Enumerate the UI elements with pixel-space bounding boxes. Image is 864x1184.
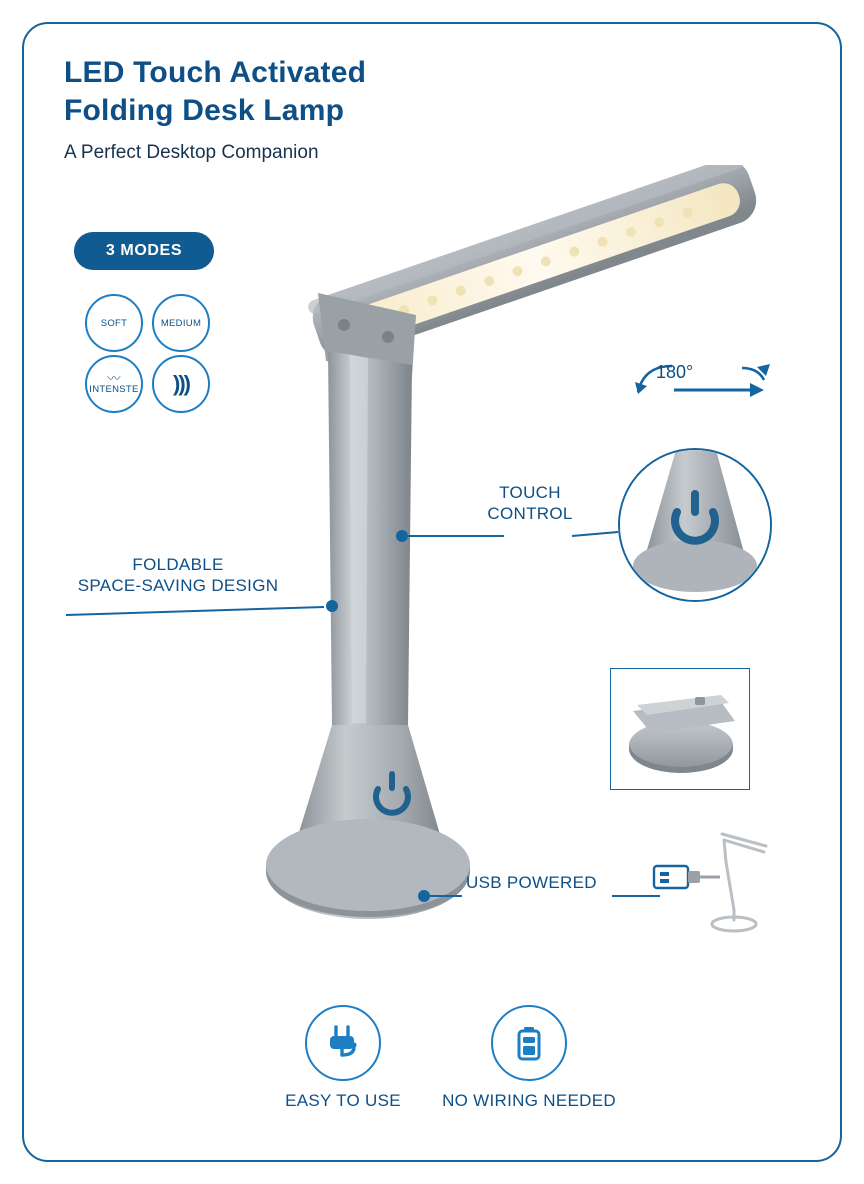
callout-touch-control xyxy=(470,482,590,525)
feature-label-easy-to-use: EASY TO USE xyxy=(285,1091,401,1110)
touch-connector-line xyxy=(396,520,626,550)
mode-option-medium xyxy=(152,294,210,352)
title-line-1: LED Touch Activated xyxy=(64,56,367,89)
page-title xyxy=(64,54,584,131)
feature-no-wiring-needed xyxy=(434,1005,624,1111)
callout-foldable-line-1: FOLDABLE xyxy=(132,555,224,574)
mode-option-soft xyxy=(85,294,143,352)
folded-product-thumbnail xyxy=(610,668,750,790)
touch-control-detail xyxy=(618,448,772,602)
plug-icon xyxy=(305,1005,381,1081)
feature-easy-to-use xyxy=(248,1005,438,1111)
rotation-arrow-icon xyxy=(630,352,780,412)
foldable-connector-line xyxy=(62,595,342,619)
callout-touch-line-2: CONTROL xyxy=(487,504,573,524)
mode-label-medium: MEDIUM xyxy=(160,317,202,329)
wave-icon: 〰 xyxy=(107,370,121,386)
usb-connector-line xyxy=(416,884,666,908)
modes-badge: 3 MODES xyxy=(74,232,214,270)
usb-plug-icon xyxy=(654,866,720,888)
signal-waves-icon: ))) xyxy=(173,371,189,396)
mini-lamp-line-art xyxy=(722,834,766,920)
mode-option-intense xyxy=(85,355,143,413)
callout-touch-line-1: TOUCH xyxy=(499,483,561,502)
rotation-degrees-label: 180° xyxy=(656,362,694,382)
mode-label-intense: INTENSTE xyxy=(89,383,139,395)
callout-usb-powered: USB POWERED xyxy=(466,873,597,892)
feature-label-no-wiring-needed: NO WIRING NEEDED xyxy=(442,1091,616,1110)
callout-foldable-line-2: SPACE-SAVING DESIGN xyxy=(77,576,279,596)
mode-option-signal xyxy=(152,355,210,413)
callout-foldable-design xyxy=(68,554,288,597)
usb-illustration xyxy=(648,816,778,946)
mode-label-soft: SOFT xyxy=(100,317,128,329)
page-subtitle: A Perfect Desktop Companion xyxy=(64,142,319,163)
title-line-2: Folding Desk Lamp xyxy=(64,94,345,128)
battery-icon xyxy=(491,1005,567,1081)
